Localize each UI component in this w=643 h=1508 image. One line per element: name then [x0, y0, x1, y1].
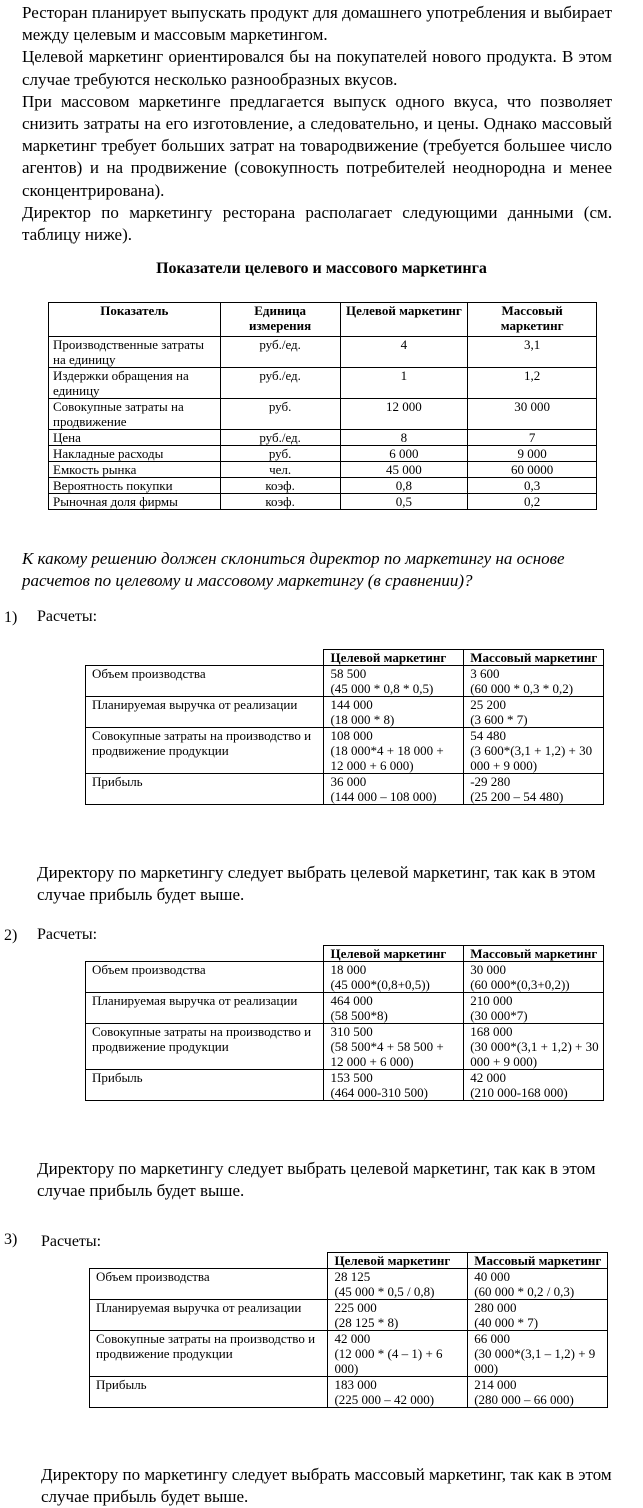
table-cell: 168 000 (30 000*(3,1 + 1,2) + 30 000 + 9 000)	[464, 1024, 604, 1070]
table-header-row	[86, 946, 604, 962]
intro-text	[22, 2, 612, 246]
header-cell: Массовый маркетинг	[468, 303, 597, 337]
table-cell: 0,2	[468, 494, 597, 510]
calc-label: Расчеты:	[41, 1233, 102, 1250]
table-cell: 28 125 (45 000 * 0,5 / 0,8)	[328, 1269, 468, 1300]
table-row	[86, 728, 604, 774]
table-cell: 45 000	[340, 462, 468, 478]
table-cell: руб.	[220, 399, 340, 430]
table-cell: 4	[340, 337, 468, 368]
table-row	[86, 962, 604, 993]
table-cell: 18 000 (45 000*(0,8+0,5))	[324, 962, 464, 993]
table-row	[49, 446, 597, 462]
table-cell: Планируемая выручка от реализации	[86, 993, 324, 1024]
table-row	[49, 494, 597, 510]
table-cell: 225 000 (28 125 * 8)	[328, 1300, 468, 1331]
table-header-row	[86, 650, 604, 666]
table-cell: 144 000 (18 000 * 8)	[324, 697, 464, 728]
table-cell: 183 000 (225 000 – 42 000)	[328, 1377, 468, 1408]
table-cell: 30 000	[468, 399, 597, 430]
table-header-row	[90, 1253, 608, 1269]
table-cell: -29 280 (25 200 – 54 480)	[464, 774, 604, 805]
table-row	[49, 430, 597, 446]
table-row	[86, 1070, 604, 1101]
table-cell: 1	[340, 368, 468, 399]
table-row	[90, 1331, 608, 1377]
empty-corner-cell	[86, 946, 324, 962]
header-cell: Массовый маркетинг	[464, 946, 604, 962]
indicators-table	[48, 302, 597, 510]
calc-table	[85, 945, 604, 1101]
table-cell: руб./ед.	[220, 430, 340, 446]
table-row	[49, 399, 597, 430]
conclusion-text: Директору по маркетингу следует выбрать массовый маркетинг, так как в этом случае прибыль будет выше.	[41, 1465, 612, 1506]
table-cell: руб./ед.	[220, 337, 340, 368]
table-row	[49, 462, 597, 478]
table-cell: Планируемая выручка от реализации	[90, 1300, 328, 1331]
table-cell: Совокупные затраты на производство и продвижение продукции	[86, 1024, 324, 1070]
table-cell: руб.	[220, 446, 340, 462]
table-cell: Объем производства	[86, 666, 324, 697]
table-cell: 0,3	[468, 478, 597, 494]
header-cell: Массовый маркетинг	[468, 1253, 608, 1269]
calc-table	[89, 1252, 608, 1408]
table-row	[49, 368, 597, 399]
calc-label: Расчеты:	[37, 608, 98, 625]
table-cell: Накладные расходы	[49, 446, 221, 462]
table-row	[86, 993, 604, 1024]
table-cell: Емкость рынка	[49, 462, 221, 478]
table-cell: Производственные затраты на единицу	[49, 337, 221, 368]
table-cell: 7	[468, 430, 597, 446]
table-cell: 8	[340, 430, 468, 446]
option-number: 2)	[4, 927, 18, 944]
table-row	[90, 1377, 608, 1408]
table-cell: 108 000 (18 000*4 + 18 000 + 12 000 + 6 000)	[324, 728, 464, 774]
calc-label: Расчеты:	[37, 926, 98, 943]
table-cell: коэф.	[220, 494, 340, 510]
table-cell: Цена	[49, 430, 221, 446]
table-cell: Вероятность покупки	[49, 478, 221, 494]
table-cell: 153 500 (464 000-310 500)	[324, 1070, 464, 1101]
conclusion-text: Директору по маркетингу следует выбрать целевой маркетинг, так как в этом случае прибыль будет выше.	[37, 1159, 596, 1200]
option-number: 3)	[4, 1231, 18, 1248]
table-cell: Совокупные затраты на производство и продвижение продукции	[90, 1331, 328, 1377]
table-cell: Совокупные затраты на продвижение	[49, 399, 221, 430]
table-cell: 54 480 (3 600*(3,1 + 1,2) + 30 000 + 9 000)	[464, 728, 604, 774]
table-cell: Объем производства	[86, 962, 324, 993]
table-cell: 3 600 (60 000 * 0,3 * 0,2)	[464, 666, 604, 697]
table-cell: Рыночная доля фирмы	[49, 494, 221, 510]
table-row	[86, 697, 604, 728]
conclusion-text: Директору по маркетингу следует выбрать целевой маркетинг, так как в этом случае прибыль будет выше.	[37, 863, 596, 904]
table-cell: Прибыль	[86, 774, 324, 805]
intro-paragraph: Директор по маркетингу ресторана располагает следующими данными (см. таблицу ниже).	[22, 202, 612, 245]
table-cell: Прибыль	[90, 1377, 328, 1408]
table-cell: 42 000 (12 000 * (4 – 1) + 6 000)	[328, 1331, 468, 1377]
calc-table	[85, 649, 604, 805]
table-cell: 58 500 (45 000 * 0,8 * 0,5)	[324, 666, 464, 697]
table-header-row	[49, 303, 597, 337]
intro-paragraph: Целевой маркетинг ориентировался бы на покупателей нового продукта. В этом случае требуются несколько разнообразных вкусов.	[22, 47, 612, 89]
table-row	[49, 337, 597, 368]
header-cell: Целевой маркетинг	[328, 1253, 468, 1269]
header-cell: Целевой маркетинг	[324, 650, 464, 666]
table-cell: 0,8	[340, 478, 468, 494]
option-number: 1)	[4, 609, 18, 626]
table-cell: коэф.	[220, 478, 340, 494]
table-title: Показатели целевого и массового маркетинга	[156, 260, 487, 277]
table-cell: Издержки обращения на единицу	[49, 368, 221, 399]
table-cell: 280 000 (40 000 * 7)	[468, 1300, 608, 1331]
table-cell: Объем производства	[90, 1269, 328, 1300]
table-row	[49, 478, 597, 494]
table-cell: чел.	[220, 462, 340, 478]
table-row	[90, 1269, 608, 1300]
intro-paragraph: Ресторан планирует выпускать продукт для домашнего употребления и выбирает между целевым и массовым маркетингом.	[22, 3, 612, 45]
table-row	[86, 774, 604, 805]
intro-paragraph: При массовом маркетинге предлагается выпуск одного вкуса, что позволяет снизить затраты на его изготовление, а следовательно, и цены. Однако массовый маркетинг требует больших затрат на товародвижение (требуется большее число агентов) и на продвижение (совокупность потребителей неоднородна и менее сконцентрирована).	[22, 91, 612, 200]
table-cell: 3,1	[468, 337, 597, 368]
table-cell: 464 000 (58 500*8)	[324, 993, 464, 1024]
table-cell: 30 000 (60 000*(0,3+0,2))	[464, 962, 604, 993]
table-cell: Прибыль	[86, 1070, 324, 1101]
table-cell: руб./ед.	[220, 368, 340, 399]
table-cell: Совокупные затраты на производство и продвижение продукции	[86, 728, 324, 774]
header-cell: Единица измерения	[220, 303, 340, 337]
empty-corner-cell	[90, 1253, 328, 1269]
table-cell: 1,2	[468, 368, 597, 399]
table-row	[86, 1024, 604, 1070]
header-cell: Целевой маркетинг	[324, 946, 464, 962]
header-cell: Целевой маркетинг	[340, 303, 468, 337]
table-cell: 36 000 (144 000 – 108 000)	[324, 774, 464, 805]
header-cell: Массовый маркетинг	[464, 650, 604, 666]
table-row	[86, 666, 604, 697]
question-text: К какому решению должен склониться директор по маркетингу на основе расчетов по целевому и массовому маркетингу (в сравнении)?	[22, 549, 565, 590]
table-cell: 42 000 (210 000-168 000)	[464, 1070, 604, 1101]
table-cell: 12 000	[340, 399, 468, 430]
table-row	[90, 1300, 608, 1331]
table-cell: 214 000 (280 000 – 66 000)	[468, 1377, 608, 1408]
table-cell: 60 0000	[468, 462, 597, 478]
table-cell: 25 200 (3 600 * 7)	[464, 697, 604, 728]
empty-corner-cell	[86, 650, 324, 666]
table-cell: 40 000 (60 000 * 0,2 / 0,3)	[468, 1269, 608, 1300]
table-cell: 210 000 (30 000*7)	[464, 993, 604, 1024]
table-cell: 9 000	[468, 446, 597, 462]
table-cell: Планируемая выручка от реализации	[86, 697, 324, 728]
header-cell: Показатель	[49, 303, 221, 337]
table-cell: 66 000 (30 000*(3,1 – 1,2) + 9 000)	[468, 1331, 608, 1377]
table-cell: 310 500 (58 500*4 + 58 500 + 12 000 + 6 000)	[324, 1024, 464, 1070]
table-cell: 6 000	[340, 446, 468, 462]
table-cell: 0,5	[340, 494, 468, 510]
